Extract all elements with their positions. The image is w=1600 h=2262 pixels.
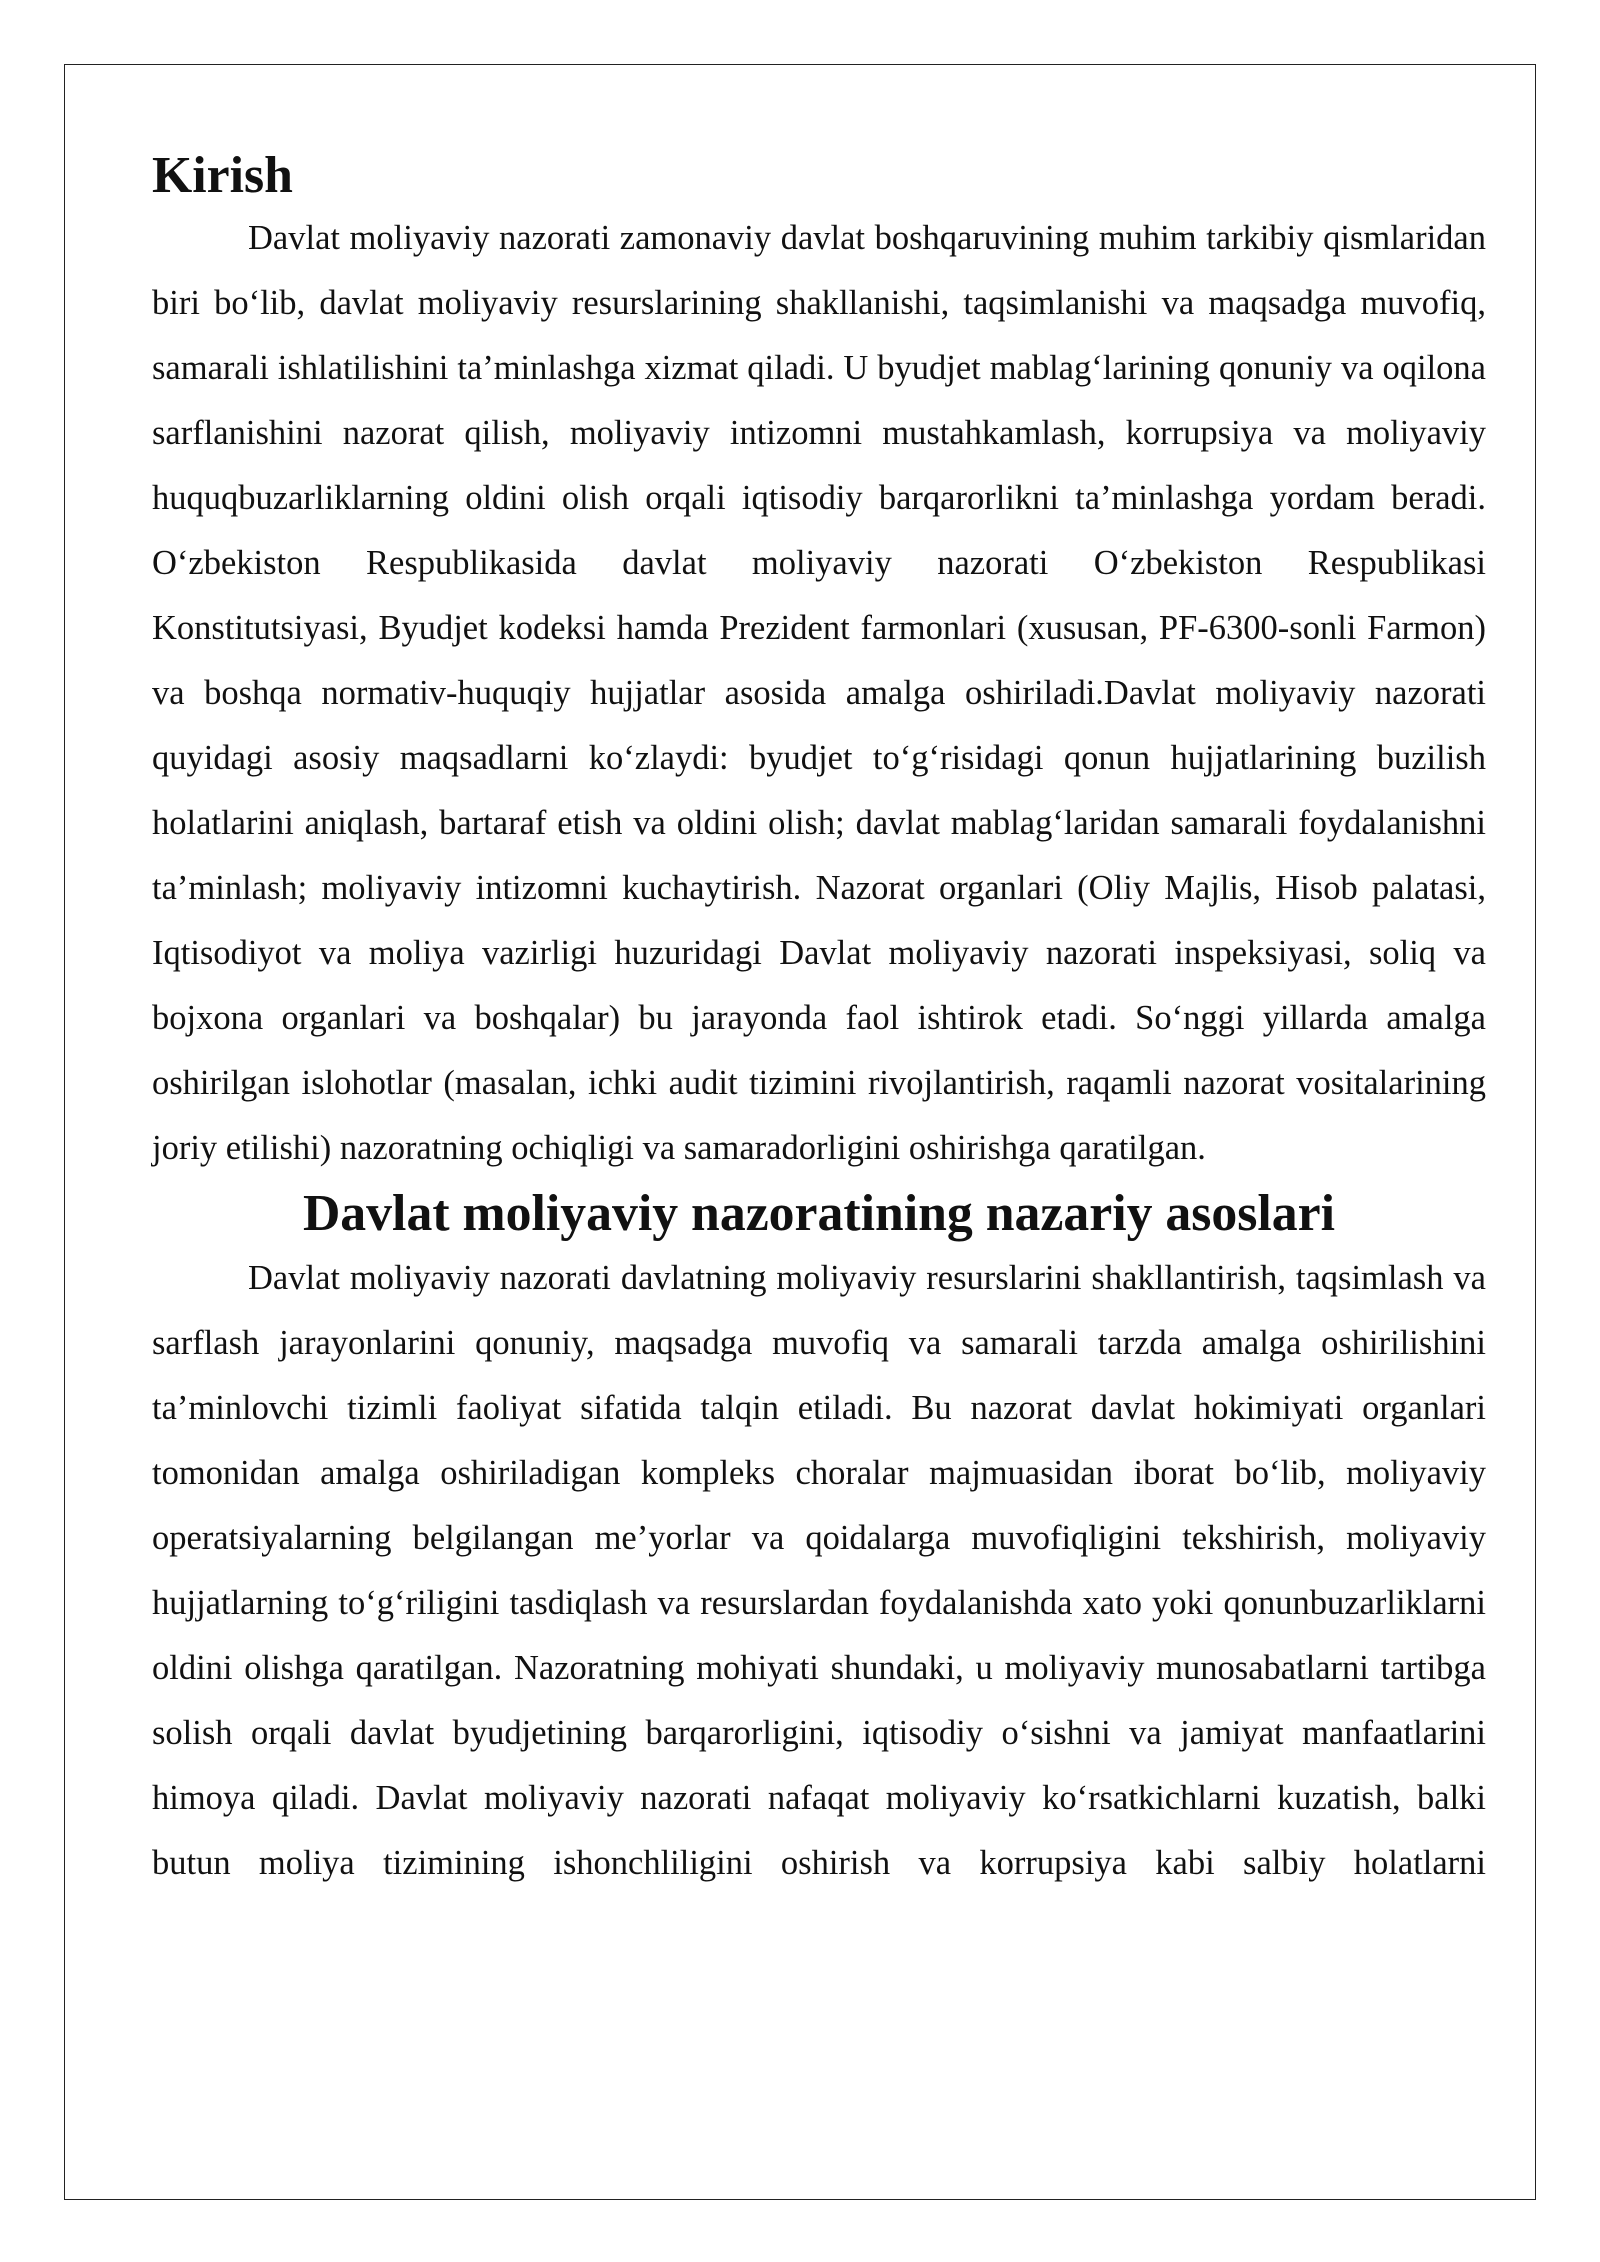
section-paragraph: Davlat moliyaviy nazorati davlatning moliyaviy resurslarini shakllantirish, taqsimlash va sarflash jarayonlarini qonuniy, maqsadga muvofiq va samarali tarzda amalga oshirilishini ta’minlovchi tizimli faoliyat sifatida talqin etiladi. Bu nazorat davlat hokimiyati organlari tomonidan amalga oshiriladigan kompleks choralar majmuasidan iborat bo‘lib, moliyaviy operatsiyalarning belgilangan me’yorlar va qoidalarga muvofiqligini tekshirish, moliyaviy hujjatlarning to‘g‘riligini tasdiqlash va resurslardan foydalanishda xato yoki qonunbuzarliklarni oldini olishga qaratilgan. Nazoratning mohiyati shundaki, u moliyaviy munosabatlarni tartibga solish orqali davlat byudjetining barqarorligini, iqtisodiy o‘sishni va jamiyat manfaatlarini himoya qiladi. Davlat moliyaviy nazorati nafaqat moliyaviy ko‘rsatkichlarni kuzatish, balki butun moliya tizimining ishonchliligini oshirish va korrupsiya kabi salbiy holatlarni <box>152 1259 1486 1882</box>
intro-paragraph: Davlat moliyaviy nazorati zamonaviy davlat boshqaruvining muhim tarkibiy qismlaridan biri bo‘lib, davlat moliyaviy resurslarining shakllanishi, taqsimlanishi va maqsadga muvofiq, samarali ishlatilishini ta’minlashga xizmat qiladi. U byudjet mablag‘larining qonuniy va oqilona sarflanishini nazorat qilish, moliyaviy intizomni mustahkamlash, korrupsiya va moliyaviy huquqbuzarliklarning oldini olish orqali iqtisodiy barqarorlikni ta’minlashga yordam beradi. O‘zbekiston Respublikasida davlat moliyaviy nazorati O‘zbekiston Respublikasi Konstitutsiyasi, Byudjet kodeksi hamda Prezident farmonlari (xususan, PF-6300-sonli Farmon) va boshqa normativ-huquqiy hujjatlar asosida amalga oshiriladi.Davlat moliyaviy nazorati quyidagi asosiy maqsadlarni ko‘zlaydi: byudjet to‘g‘risidagi qonun hujjatlarining buzilish holatlarini aniqlash, bartaraf etish va oldini olish; davlat mablag‘laridan samarali foydalanishni ta’minlash; moliyaviy intizomni kuchaytirish. Nazorat organlari (Oliy Majlis, Hisob palatasi, Iqtisodiyot va moliya vazirligi huzuridagi Davlat moliyaviy nazorati inspeksiyasi, soliq va bojxona organlari va boshqalar) bu jarayonda faol ishtirok etadi. So‘nggi yillarda amalga oshirilgan islohotlar (masalan, ichki audit tizimini rivojlantirish, raqamli nazorat vositalarining joriy etilishi) nazoratning ochiqligi va samaradorligini oshirishga qaratilgan. <box>152 219 1486 1167</box>
document-body <box>152 146 1486 1896</box>
intro-heading: Kirish <box>152 147 293 204</box>
section-heading: Davlat moliyaviy nazoratining nazariy asoslari <box>302 1185 1336 1242</box>
